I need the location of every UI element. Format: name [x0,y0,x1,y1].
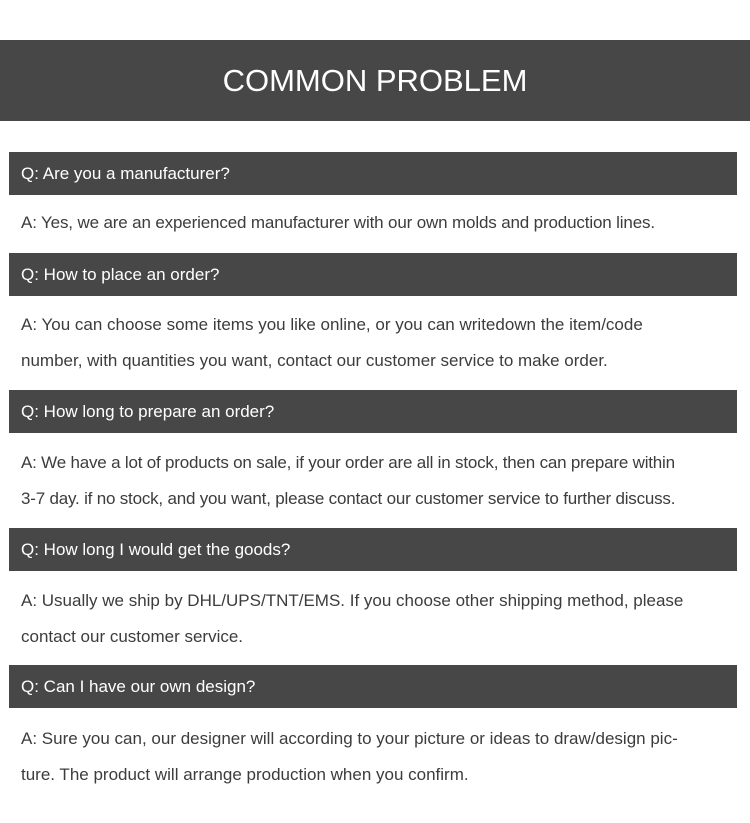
faq-answer [21,583,741,655]
faq-question: Q: Are you a manufacturer? [21,163,230,183]
faq-question: Q: How to place an order? [21,264,220,284]
faq-question: Q: Can I have our own design? [21,676,256,696]
faq-answer-line: A: Sure you can, our designer will according to your picture or ideas to draw/design pic- [21,729,678,748]
faq-question-bar [9,665,737,708]
faq-question: Q: How long to prepare an order? [21,401,275,421]
faq-answer [21,445,741,517]
faq-answer-line: A: You can choose some items you like online, or you can writedown the item/code [21,315,643,334]
faq-answer [21,205,741,241]
page-title: COMMON PROBLEM [222,62,528,98]
faq-answer-line: A: We have a lot of products on sale, if your order are all in stock, then can prepare within [21,453,675,472]
faq-question-bar [9,528,737,571]
faq-answer-line: contact our customer service. [21,627,244,646]
faq-question-bar [9,253,737,296]
faq-answer-line: A: Usually we ship by DHL/UPS/TNT/EMS. If you choose other shipping method, please [21,591,684,610]
faq-question-bar [9,152,737,195]
faq-answer [21,721,741,793]
faq-question: Q: How long I would get the goods? [21,539,291,559]
faq-answer [21,307,741,379]
page-title-banner [0,40,750,121]
faq-answer-line: ture. The product will arrange production when you confirm. [21,765,469,784]
faq-question-bar [9,390,737,433]
faq-answer-line: A: Yes, we are an experienced manufacturer with our own molds and production lines. [21,213,655,232]
faq-answer-line: 3-7 day. if no stock, and you want, please contact our customer service to further discuss. [21,489,676,508]
faq-answer-line: number, with quantities you want, contact our customer service to make order. [21,351,608,370]
